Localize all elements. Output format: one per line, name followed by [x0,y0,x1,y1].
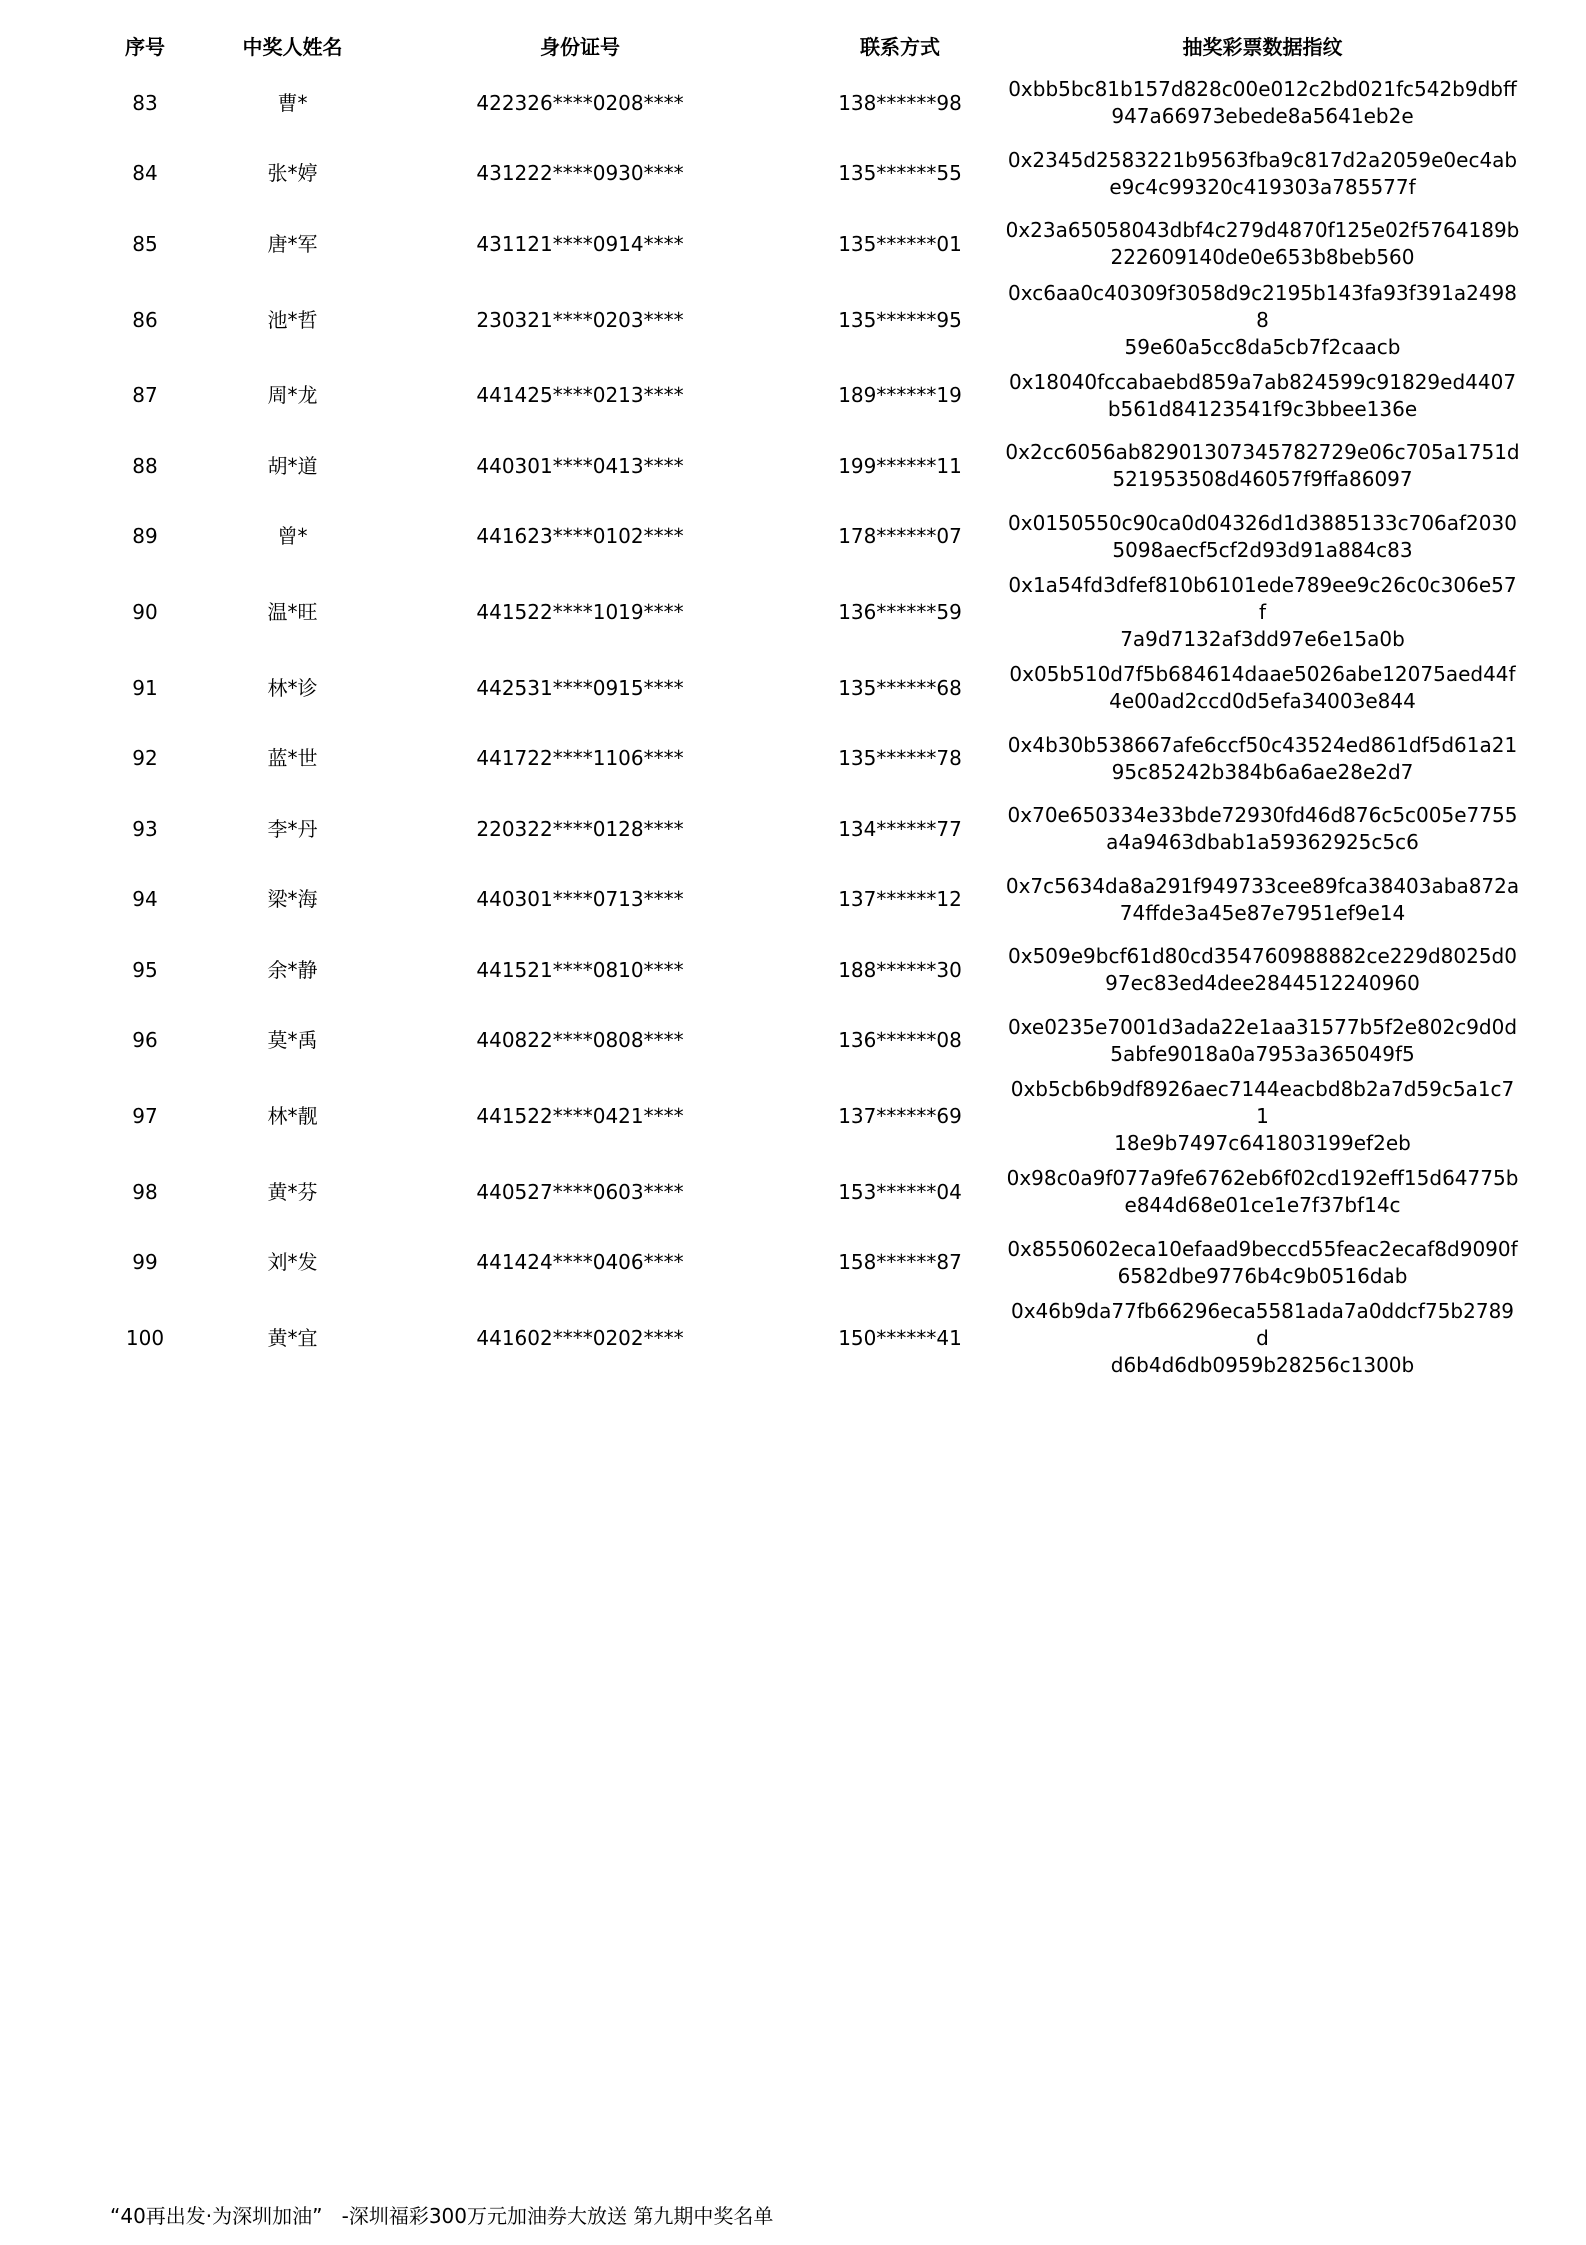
table-row [70,935,1520,1006]
hash-line: 0x509e9bcf61d80cd354760988882ce229d8025d0 [1008,944,1517,969]
cell-name: 蓝*世 [267,746,318,771]
cell-hash [1005,209,1520,280]
hash-line: 59e60a5cc8da5cb7f2caacb [1124,334,1401,359]
cell-no: 92 [132,746,158,771]
cell-name: 周*龙 [267,383,318,408]
table-row [70,361,1520,432]
cell-name: 池*哲 [267,307,318,332]
hash-line: 521953508d46057f9ffa86097 [1112,467,1413,492]
cell-name: 曹* [277,90,308,115]
hash-line: 5098aecf5cf2d93d91a884c83 [1112,537,1413,562]
cell-hash [1005,431,1520,502]
cell-id: 440301****0713**** [476,887,684,912]
cell-name: 林*靓 [267,1104,318,1128]
table-row [70,139,1520,210]
table-row [70,1006,1520,1077]
cell-id: 431121****0914**** [476,231,684,256]
table-row [70,1157,1520,1228]
cell-no: 90 [132,600,158,624]
hash-line: 95c85242b384b6a6ae28e2d7 [1111,759,1414,784]
cell-hash [1005,1006,1520,1077]
cell-hash [1005,572,1520,653]
hash-line: 0xc6aa0c40309f3058d9c2195b143fa93f391a24988 [1007,280,1518,332]
cell-hash [1005,139,1520,210]
cell-phone: 158******87 [838,1250,962,1275]
hash-line: b561d84123541f9c3bbee136e [1107,396,1418,421]
hash-line: 0x4b30b538667afe6ccf50c43524ed861df5d61a21 [1007,732,1518,757]
table-row [70,431,1520,502]
cell-hash [1005,794,1520,865]
cell-hash [1005,1076,1520,1157]
hash-line: 0x1a54fd3dfef810b6101ede789ee9c26c0c306e57f [1008,573,1517,624]
cell-id: 441424****0406**** [476,1250,684,1275]
hash-line: a4a9463dbab1a59362925c5c6 [1106,830,1419,855]
table-header-row [70,22,1520,68]
table-row [70,209,1520,280]
cell-no: 91 [132,675,158,700]
cell-phone: 135******78 [838,746,962,771]
cell-hash [1005,1228,1520,1299]
cell-hash [1005,724,1520,795]
hash-line: 0x7c5634da8a291f949733cee89fca38403aba872a [1005,873,1520,898]
cell-name: 梁*海 [267,887,318,912]
header-no: 序号 [125,34,165,59]
header-id: 身份证号 [540,34,620,59]
table-body [70,68,1520,1379]
cell-id: 440822****0808**** [476,1028,684,1053]
table-row [70,724,1520,795]
cell-id: 441623****0102**** [476,524,684,549]
cell-hash [1005,502,1520,573]
cell-hash [1005,68,1520,139]
cell-no: 96 [132,1028,158,1053]
cell-phone: 137******12 [838,887,962,912]
table-row [70,572,1520,653]
cell-no: 99 [132,1250,158,1275]
cell-hash [1005,280,1520,361]
hash-line: 5abfe9018a0a7953a365049f5 [1110,1041,1415,1066]
page-footer: “40再出发·为深圳加油” -深圳福彩300万元加油券大放送 第九期中奖名单 [110,2204,774,2228]
cell-no: 94 [132,887,158,912]
cell-id: 431222****0930**** [476,161,684,186]
cell-no: 98 [132,1179,158,1204]
hash-line: 7a9d7132af3dd97e6e15a0b [1120,627,1405,651]
cell-hash [1005,653,1520,724]
cell-phone: 153******04 [838,1179,962,1204]
hash-line: 6582dbe9776b4c9b0516dab [1117,1263,1408,1288]
cell-hash [1005,1157,1520,1228]
cell-no: 88 [132,453,158,478]
header-hash: 抽奖彩票数据指纹 [1182,34,1343,59]
cell-id: 441722****1106**** [476,746,684,771]
cell-no: 84 [132,161,158,186]
hash-line: 0x98c0a9f077a9fe6762eb6f02cd192eff15d64775b [1006,1166,1519,1191]
cell-hash [1005,865,1520,936]
cell-phone: 135******01 [838,231,962,256]
hash-line: 947a66973ebede8a5641eb2e [1111,104,1414,129]
cell-phone: 137******69 [838,1104,962,1128]
hash-line: 0x23a65058043dbf4c279d4870f125e02f5764189b [1005,218,1520,243]
cell-id: 230321****0203**** [476,307,684,332]
cell-phone: 178******07 [838,524,962,549]
cell-name: 林*诊 [267,675,318,700]
cell-no: 89 [132,524,158,549]
cell-name: 黄*芬 [267,1179,318,1204]
cell-phone: 135******68 [838,675,962,700]
cell-id: 441522****1019**** [476,600,684,624]
cell-phone: 136******59 [838,600,962,624]
header-phone: 联系方式 [860,34,940,59]
cell-phone: 199******11 [838,453,962,478]
hash-line: 0xb5cb6b9df8926aec7144eacbd8b2a7d59c5a1c71 [1010,1077,1515,1128]
hash-line: 0xbb5bc81b157d828c00e012c2bd021fc542b9dbff [1008,77,1517,102]
cell-hash [1005,935,1520,1006]
cell-phone: 189******19 [838,383,962,408]
cell-no: 86 [132,307,158,332]
cell-no: 85 [132,231,158,256]
cell-phone: 150******41 [838,1326,962,1350]
cell-id: 442531****0915**** [476,675,684,700]
hash-line: 0x70e650334e33bde72930fd46d876c5c005e7755 [1007,803,1518,828]
header-name: 中奖人姓名 [242,34,343,59]
table-row [70,68,1520,139]
cell-name: 胡*道 [267,453,318,478]
cell-no: 83 [132,90,158,115]
cell-id: 422326****0208**** [476,90,684,115]
table-row [70,280,1520,361]
hash-line: 0x46b9da77fb66296eca5581ada7a0ddcf75b2789d [1010,1299,1515,1350]
hash-line: e844d68e01ce1e7f37bf14c [1124,1193,1401,1218]
cell-id: 440301****0413**** [476,453,684,478]
cell-hash [1005,1298,1520,1379]
cell-phone: 135******55 [838,161,962,186]
cell-id: 441522****0421**** [476,1104,684,1128]
cell-name: 刘*发 [267,1250,318,1275]
cell-phone: 134******77 [838,816,962,841]
cell-id: 220322****0128**** [476,816,684,841]
cell-name: 唐*军 [267,231,318,256]
cell-no: 87 [132,383,158,408]
hash-line: 74ffde3a45e87e7951ef9e14 [1119,900,1406,925]
cell-no: 100 [125,1326,165,1350]
cell-name: 温*旺 [267,600,318,624]
cell-hash [1005,361,1520,432]
cell-name: 李*丹 [267,816,318,841]
winners-table [70,22,1520,1379]
table-row [70,794,1520,865]
cell-id: 441602****0202**** [476,1326,684,1350]
hash-line: e9c4c99320c419303a785577f [1109,174,1416,199]
cell-name: 张*婷 [267,161,318,186]
hash-line: 0x05b510d7f5b684614daae5026abe12075aed44f [1009,662,1516,687]
cell-phone: 135******95 [838,307,962,332]
hash-line: 4e00ad2ccd0d5efa34003e844 [1109,689,1416,714]
cell-phone: 136******08 [838,1028,962,1053]
table-row [70,653,1520,724]
table-row [70,865,1520,936]
hash-line: d6b4d6db0959b28256c1300b [1110,1353,1415,1377]
table-row [70,1076,1520,1157]
cell-name: 黄*宜 [267,1326,318,1350]
hash-line: 0x18040fccabaebd859a7ab824599c91829ed4407 [1008,369,1517,394]
cell-no: 97 [132,1104,158,1128]
hash-line: 0x0150550c90ca0d04326d1d3885133c706af2030 [1008,510,1517,535]
hash-line: 97ec83ed4dee2844512240960 [1105,971,1420,996]
cell-name: 莫*禹 [267,1028,318,1053]
table-row [70,502,1520,573]
table-row [70,1228,1520,1299]
hash-line: 18e9b7497c641803199ef2eb [1114,1131,1411,1155]
hash-line: 0x8550602eca10efaad9beccd55feac2ecaf8d9090f [1007,1236,1518,1261]
cell-name: 余*静 [267,957,318,982]
table-row [70,1298,1520,1379]
hash-line: 0x2cc6056ab82901307345782729e06c705a1751d [1005,440,1520,465]
hash-line: 222609140de0e653b8beb560 [1110,245,1415,270]
cell-no: 95 [132,957,158,982]
cell-id: 440527****0603**** [476,1179,684,1204]
hash-line: 0x2345d2583221b9563fba9c817d2a2059e0ec4ab [1007,147,1518,172]
cell-phone: 188******30 [838,957,962,982]
cell-phone: 138******98 [838,90,962,115]
cell-id: 441425****0213**** [476,383,684,408]
hash-line: 0xe0235e7001d3ada22e1aa31577b5f2e802c9d0d [1007,1014,1518,1039]
cell-no: 93 [132,816,158,841]
cell-name: 曾* [277,524,308,549]
cell-id: 441521****0810**** [476,957,684,982]
